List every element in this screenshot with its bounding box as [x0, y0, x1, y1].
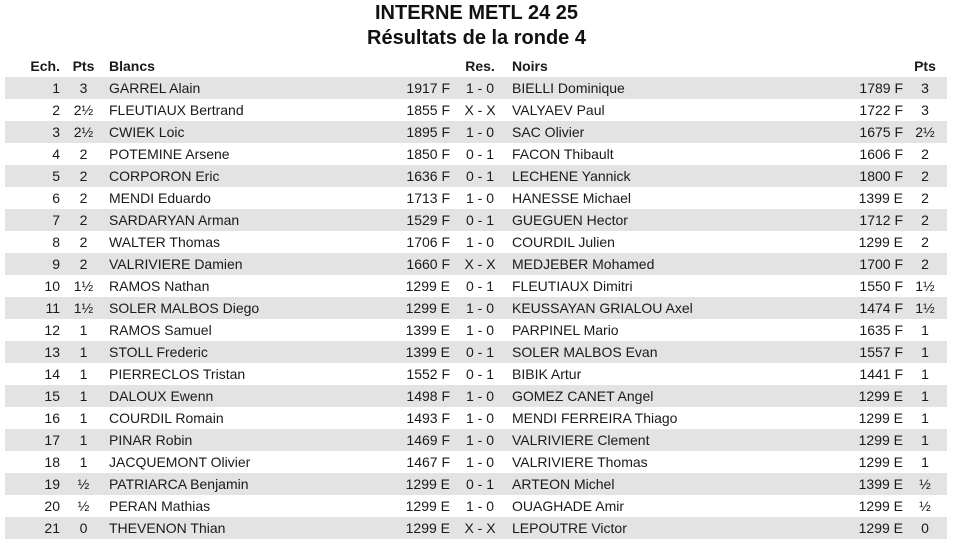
white-points: 1 [60, 407, 107, 429]
table-row [5, 165, 947, 187]
table-row [5, 517, 947, 539]
white-points: 2½ [60, 99, 107, 121]
black-rating: 1675 F [852, 121, 903, 143]
black-rating: 1299 E [852, 495, 903, 517]
white-points: 1½ [60, 275, 107, 297]
white-player: VALRIVIERE Damien [107, 253, 334, 275]
table-row [5, 451, 947, 473]
board-number: 14 [5, 363, 60, 385]
board-number: 1 [5, 77, 60, 99]
white-points: 1 [60, 451, 107, 473]
black-rating: 1299 E [852, 407, 903, 429]
result: 0 - 1 [450, 473, 510, 495]
white-player: GARREL Alain [107, 77, 334, 99]
white-player: MENDI Eduardo [107, 187, 334, 209]
result: 1 - 0 [450, 429, 510, 451]
black-player: MEDJEBER Mohamed [510, 253, 852, 275]
black-rating: 1399 E [852, 187, 903, 209]
black-rating: 1441 F [852, 363, 903, 385]
result: 1 - 0 [450, 319, 510, 341]
white-rating: 1498 F [334, 385, 450, 407]
table-row [5, 275, 947, 297]
white-player: RAMOS Nathan [107, 275, 334, 297]
black-rating: 1299 E [852, 429, 903, 451]
white-rating: 1917 F [334, 77, 450, 99]
board-number: 10 [5, 275, 60, 297]
white-points: 1 [60, 429, 107, 451]
board-number: 19 [5, 473, 60, 495]
result: 1 - 0 [450, 187, 510, 209]
col-header-res: Res. [465, 58, 495, 74]
board-number: 8 [5, 231, 60, 253]
result: 0 - 1 [450, 143, 510, 165]
table-row [5, 187, 947, 209]
board-number: 20 [5, 495, 60, 517]
black-points: 1 [903, 429, 947, 451]
white-points: 2 [60, 143, 107, 165]
board-number: 5 [5, 165, 60, 187]
black-player: GUEGUEN Hector [510, 209, 852, 231]
black-points: 1 [903, 385, 947, 407]
black-points: 1 [903, 407, 947, 429]
table-row [5, 385, 947, 407]
black-points: 1 [903, 451, 947, 473]
white-rating: 1660 F [334, 253, 450, 275]
board-number: 16 [5, 407, 60, 429]
white-points: 1 [60, 341, 107, 363]
black-points: 2 [903, 165, 947, 187]
board-number: 6 [5, 187, 60, 209]
white-player: COURDIL Romain [107, 407, 334, 429]
black-points: 2 [903, 253, 947, 275]
white-player: JACQUEMONT Olivier [107, 451, 334, 473]
col-header-black-elo [852, 55, 903, 77]
result: 1 - 0 [450, 77, 510, 99]
black-player: OUAGHADE Amir [510, 495, 852, 517]
table-row [5, 209, 947, 231]
white-player: SOLER MALBOS Diego [107, 297, 334, 319]
table-header-row [5, 55, 947, 77]
result: 0 - 1 [450, 363, 510, 385]
black-points: 2 [903, 231, 947, 253]
black-player: MENDI FERREIRA Thiago [510, 407, 852, 429]
black-rating: 1800 F [852, 165, 903, 187]
table-row [5, 363, 947, 385]
result: X - X [450, 99, 510, 121]
result: 1 - 0 [450, 495, 510, 517]
result: 0 - 1 [450, 275, 510, 297]
black-player: COURDIL Julien [510, 231, 852, 253]
black-player: VALRIVIERE Clement [510, 429, 852, 451]
table-row [5, 341, 947, 363]
black-points: 3 [903, 77, 947, 99]
white-player: PATRIARCA Benjamin [107, 473, 334, 495]
col-header-pts: Pts [72, 58, 95, 74]
result: 1 - 0 [450, 385, 510, 407]
black-player: KEUSSAYAN GRIALOU Axel [510, 297, 852, 319]
black-rating: 1299 E [852, 451, 903, 473]
black-points: ½ [903, 495, 947, 517]
white-rating: 1895 F [334, 121, 450, 143]
black-rating: 1299 E [852, 517, 903, 539]
black-player: GOMEZ CANET Angel [510, 385, 852, 407]
table-row [5, 495, 947, 517]
black-points: 2 [903, 209, 947, 231]
board-number: 17 [5, 429, 60, 451]
black-points: 1 [903, 319, 947, 341]
white-rating: 1850 F [334, 143, 450, 165]
white-points: 2 [60, 165, 107, 187]
black-points: 2½ [903, 121, 947, 143]
table-row [5, 297, 947, 319]
table-row [5, 253, 947, 275]
white-rating: 1299 E [334, 517, 450, 539]
black-rating: 1550 F [852, 275, 903, 297]
results-table [5, 55, 947, 539]
white-player: POTEMINE Arsene [107, 143, 334, 165]
result: 0 - 1 [450, 165, 510, 187]
black-player: BIELLI Dominique [510, 77, 852, 99]
black-rating: 1700 F [852, 253, 903, 275]
col-header-white: Blancs [109, 58, 155, 74]
white-player: WALTER Thomas [107, 231, 334, 253]
white-player: PINAR Robin [107, 429, 334, 451]
white-rating: 1299 E [334, 297, 450, 319]
white-rating: 1469 F [334, 429, 450, 451]
black-player: SAC Olivier [510, 121, 852, 143]
black-player: ARTEON Michel [510, 473, 852, 495]
white-rating: 1529 F [334, 209, 450, 231]
table-row [5, 121, 947, 143]
black-rating: 1557 F [852, 341, 903, 363]
black-rating: 1299 E [852, 231, 903, 253]
white-points: 2 [60, 231, 107, 253]
white-rating: 1713 F [334, 187, 450, 209]
board-number: 12 [5, 319, 60, 341]
result: 1 - 0 [450, 231, 510, 253]
page-title: INTERNE METL 24 25 [374, 2, 579, 24]
white-rating: 1493 F [334, 407, 450, 429]
table-row [5, 473, 947, 495]
black-player: BIBIK Artur [510, 363, 852, 385]
black-player: FLEUTIAUX Dimitri [510, 275, 852, 297]
white-rating: 1399 E [334, 341, 450, 363]
board-number: 21 [5, 517, 60, 539]
board-number: 15 [5, 385, 60, 407]
white-player: PIERRECLOS Tristan [107, 363, 334, 385]
col-header-ech: Ech. [30, 58, 60, 74]
white-player: STOLL Frederic [107, 341, 334, 363]
black-player: VALYAEV Paul [510, 99, 852, 121]
table-row [5, 319, 947, 341]
white-points: 2 [60, 187, 107, 209]
white-player: SARDARYAN Arman [107, 209, 334, 231]
col-header-black: Noirs [512, 58, 548, 74]
result: 1 - 0 [450, 297, 510, 319]
black-rating: 1399 E [852, 473, 903, 495]
white-points: 1 [60, 319, 107, 341]
black-points: 2 [903, 187, 947, 209]
board-number: 18 [5, 451, 60, 473]
white-points: 1 [60, 363, 107, 385]
black-player: FACON Thibault [510, 143, 852, 165]
white-rating: 1706 F [334, 231, 450, 253]
result: 1 - 0 [450, 407, 510, 429]
black-player: HANESSE Michael [510, 187, 852, 209]
result: 0 - 1 [450, 209, 510, 231]
black-rating: 1606 F [852, 143, 903, 165]
result: 1 - 0 [450, 451, 510, 473]
black-points: 1 [903, 363, 947, 385]
white-points: ½ [60, 473, 107, 495]
black-points: 1 [903, 341, 947, 363]
white-rating: 1299 E [334, 473, 450, 495]
white-points: 0 [60, 517, 107, 539]
board-number: 3 [5, 121, 60, 143]
result: 1 - 0 [450, 121, 510, 143]
black-rating: 1712 F [852, 209, 903, 231]
white-rating: 1399 E [334, 319, 450, 341]
table-row [5, 231, 947, 253]
black-player: SOLER MALBOS Evan [510, 341, 852, 363]
black-points: 2 [903, 143, 947, 165]
white-player: DALOUX Ewenn [107, 385, 334, 407]
white-player: CORPORON Eric [107, 165, 334, 187]
white-player: PERAN Mathias [107, 495, 334, 517]
board-number: 13 [5, 341, 60, 363]
board-number: 2 [5, 99, 60, 121]
white-rating: 1855 F [334, 99, 450, 121]
white-player: THEVENON Thian [107, 517, 334, 539]
black-rating: 1722 F [852, 99, 903, 121]
black-rating: 1635 F [852, 319, 903, 341]
black-points: 0 [903, 517, 947, 539]
black-points: 1½ [903, 275, 947, 297]
table-row [5, 99, 947, 121]
table-row [5, 407, 947, 429]
black-points: 3 [903, 99, 947, 121]
result: 0 - 1 [450, 341, 510, 363]
white-rating: 1299 E [334, 495, 450, 517]
col-header-pts2: Pts [914, 58, 936, 74]
black-player: LEPOUTRE Victor [510, 517, 852, 539]
table-row [5, 143, 947, 165]
table-row [5, 429, 947, 451]
white-rating: 1467 F [334, 451, 450, 473]
white-points: 1½ [60, 297, 107, 319]
white-points: 1 [60, 385, 107, 407]
page-subtitle: Résultats de la ronde 4 [367, 27, 586, 49]
black-rating: 1299 E [852, 385, 903, 407]
white-player: CWIEK Loic [107, 121, 334, 143]
white-rating: 1552 F [334, 363, 450, 385]
black-points: ½ [903, 473, 947, 495]
board-number: 9 [5, 253, 60, 275]
white-points: ½ [60, 495, 107, 517]
white-player: RAMOS Samuel [107, 319, 334, 341]
white-rating: 1636 F [334, 165, 450, 187]
col-header-white-elo [334, 55, 450, 77]
black-rating: 1474 F [852, 297, 903, 319]
board-number: 11 [5, 297, 60, 319]
white-points: 2 [60, 209, 107, 231]
black-rating: 1789 F [852, 77, 903, 99]
table-row [5, 77, 947, 99]
white-points: 2 [60, 253, 107, 275]
black-player: PARPINEL Mario [510, 319, 852, 341]
black-points: 1½ [903, 297, 947, 319]
white-points: 2½ [60, 121, 107, 143]
black-player: LECHENE Yannick [510, 165, 852, 187]
white-player: FLEUTIAUX Bertrand [107, 99, 334, 121]
white-points: 3 [60, 77, 107, 99]
result: X - X [450, 253, 510, 275]
white-rating: 1299 E [334, 275, 450, 297]
board-number: 4 [5, 143, 60, 165]
black-player: VALRIVIERE Thomas [510, 451, 852, 473]
result: X - X [450, 517, 510, 539]
board-number: 7 [5, 209, 60, 231]
